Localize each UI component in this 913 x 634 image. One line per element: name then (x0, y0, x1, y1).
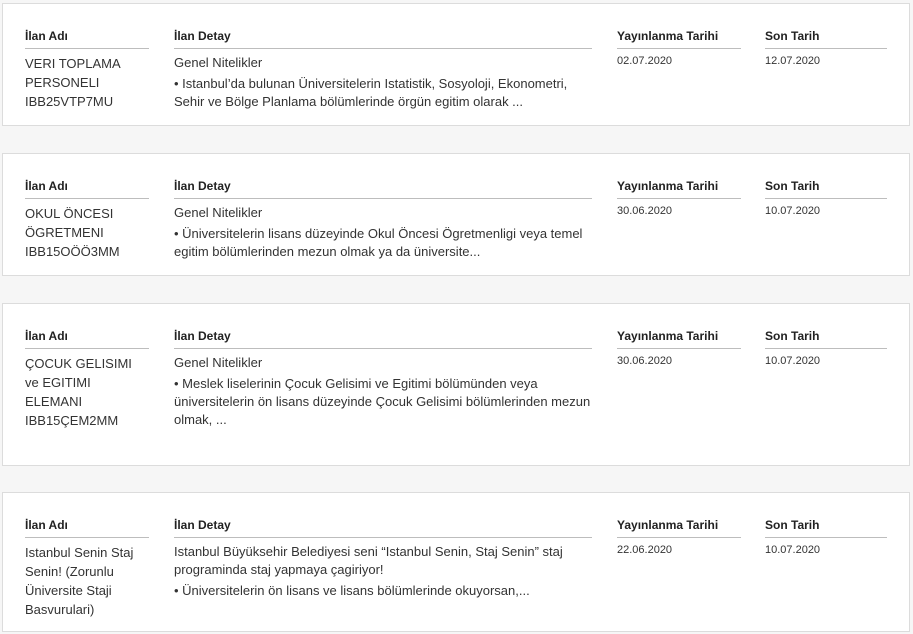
listing-published-header: Yayınlanma Tarihi (617, 179, 741, 199)
listing-card[interactable] (2, 303, 910, 466)
listing-name[interactable]: ÇOCUK GELISIMI ve EGITIMI ELEMANI IBB15ÇEM2MM (25, 356, 132, 428)
listing-subheading: Genel Nitelikler (174, 355, 263, 370)
listing-detail-column (174, 179, 592, 261)
listing-detail-header: İlan Detay (174, 518, 592, 538)
listing-published-header: Yayınlanma Tarihi (617, 29, 741, 49)
listing-deadline-header: Son Tarih (765, 29, 887, 49)
listing-name[interactable]: Istanbul Senin Staj Senin! (Zorunlu Üniversite Staji Basvurulari) (25, 545, 134, 617)
listing-detail-column (174, 518, 592, 600)
listing-detail-header: İlan Detay (174, 29, 592, 49)
listing-deadline-date: 10.07.2020 (765, 355, 821, 367)
listing-published-column (617, 518, 741, 556)
listing-subheading: Genel Nitelikler (174, 205, 263, 220)
listing-published-date: 22.06.2020 (617, 544, 673, 556)
listing-description: • Istanbul’da bulunan Üniversitelerin Istatistik, Sosyoloji, Ekonometri, Sehir ve Bölge Planlama bölümlerinde örgün egitim olarak ... (174, 76, 568, 109)
listing-detail-column (174, 29, 592, 111)
listing-published-header: Yayınlanma Tarihi (617, 329, 741, 349)
listing-detail-column (174, 329, 592, 429)
listing-name-column (25, 518, 149, 619)
listing-published-column (617, 179, 741, 217)
listing-card[interactable] (2, 3, 910, 126)
listing-card[interactable] (2, 492, 910, 632)
listing-deadline-column (765, 329, 887, 367)
listing-description: • Üniversitelerin ön lisans ve lisans bölümlerinde okuyorsan,... (174, 583, 530, 598)
listing-published-column (617, 29, 741, 67)
listing-name-header: İlan Adı (25, 29, 149, 49)
listing-published-header: Yayınlanma Tarihi (617, 518, 741, 538)
listing-description: • Üniversitelerin lisans düzeyinde Okul Öncesi Ögretmenligi veya temel egitim bölümlerinden mezun olmak ya da üniversite... (174, 226, 583, 259)
listing-deadline-column (765, 179, 887, 217)
listing-deadline-date: 12.07.2020 (765, 55, 821, 67)
listing-published-column (617, 329, 741, 367)
listing-deadline-header: Son Tarih (765, 329, 887, 349)
listing-name-header: İlan Adı (25, 518, 149, 538)
listing-description: • Meslek liselerinin Çocuk Gelisimi ve Egitimi bölümünden veya üniversitelerin ön lisans düzeyinde Çocuk Gelisimi bölümlerinden mezun olmak, ... (174, 376, 591, 427)
listing-detail-header: İlan Detay (174, 179, 592, 199)
listing-name-column (25, 329, 149, 430)
listing-deadline-header: Son Tarih (765, 179, 887, 199)
listing-deadline-column (765, 518, 887, 556)
listing-name-header: İlan Adı (25, 179, 149, 199)
listing-name-column (25, 179, 149, 261)
listing-deadline-header: Son Tarih (765, 518, 887, 538)
listing-name-column (25, 29, 149, 111)
listing-name[interactable]: VERI TOPLAMA PERSONELI IBB25VTP7MU (25, 56, 120, 109)
listing-deadline-date: 10.07.2020 (765, 544, 821, 556)
listing-name[interactable]: OKUL ÖNCESI ÖGRETMENI IBB15OÖÖ3MM (25, 206, 120, 259)
listing-published-date: 30.06.2020 (617, 205, 673, 217)
listing-published-date: 02.07.2020 (617, 55, 673, 67)
listing-subheading: Genel Nitelikler (174, 55, 263, 70)
listing-detail-header: İlan Detay (174, 329, 592, 349)
listing-name-header: İlan Adı (25, 329, 149, 349)
listing-card[interactable] (2, 153, 910, 276)
listing-deadline-column (765, 29, 887, 67)
listing-published-date: 30.06.2020 (617, 355, 673, 367)
listing-deadline-date: 10.07.2020 (765, 205, 821, 217)
listing-subheading: Istanbul Büyüksehir Belediyesi seni “Istanbul Senin, Staj Senin” staj programinda staj yapmaya çagiriyor! (174, 544, 563, 577)
